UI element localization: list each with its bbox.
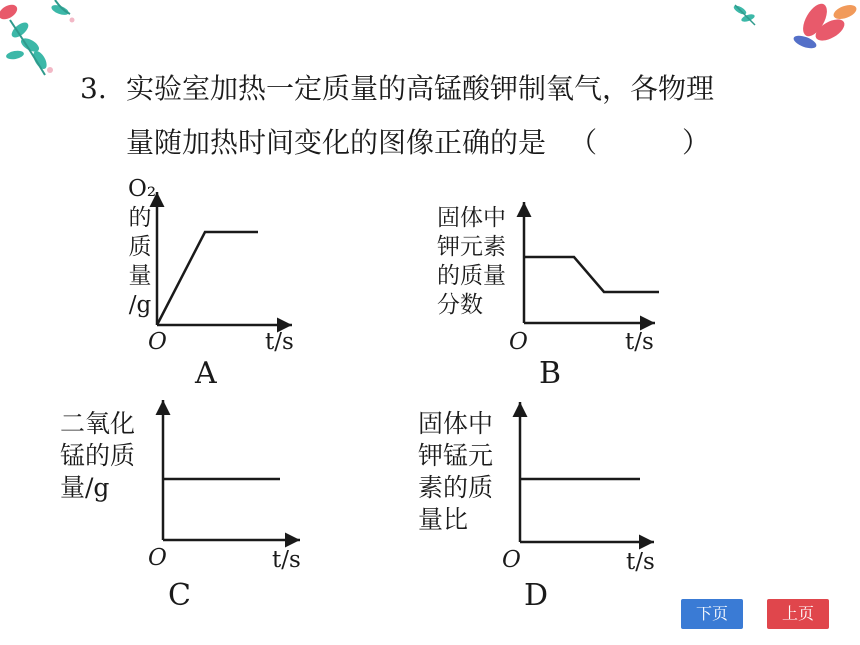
question-text <box>80 62 800 170</box>
question-line-1: 实验室加热一定质量的高锰酸钾制氧气，各物理 <box>126 72 715 105</box>
graph-a-ylabel <box>128 175 157 320</box>
graph-b-ylabel-line: 分数 <box>437 292 483 318</box>
graph-b-ylabel-line: 固体中 <box>437 205 506 231</box>
graph-c-ylabel-line: 锰的质 <box>60 441 136 470</box>
graph-a-ylabel-line: 质 <box>128 234 152 260</box>
option-letter-a: A <box>195 356 217 391</box>
graph-c-ylabel <box>60 408 135 504</box>
graph-c <box>60 398 320 618</box>
leaf-decoration-right <box>730 0 860 70</box>
graph-c-ylabel-line: 量/g <box>60 473 110 502</box>
graph-a-ylabel-line: /g <box>128 292 152 318</box>
graph-b-origin: O <box>509 329 528 355</box>
graph-d-xlabel: t/s <box>626 549 655 575</box>
graph-c-origin: O <box>148 545 167 571</box>
graph-a-ylabel-line: O₂ <box>128 176 157 202</box>
question-line-2: 量随加热时间变化的图像正确的是 <box>126 126 547 159</box>
graph-a-origin: O <box>148 329 167 355</box>
question-number: 3. <box>80 72 107 105</box>
graph-a <box>110 176 310 391</box>
next-page-button[interactable]: 下页 <box>681 599 743 629</box>
graph-b-xlabel: t/s <box>625 329 654 355</box>
graph-d-ylabel-line: 钾锰元 <box>418 441 494 470</box>
option-letter-b: B <box>539 356 562 391</box>
graph-c-xlabel: t/s <box>272 547 301 573</box>
graph-b <box>437 180 677 391</box>
graph-b-ylabel-line: 的质量 <box>437 263 506 289</box>
graph-a-ylabel-line: 的 <box>128 205 152 231</box>
option-letter-d: D <box>524 578 549 613</box>
graph-a-xlabel: t/s <box>265 329 294 355</box>
graph-d-ylabel-line: 素的质 <box>418 473 494 502</box>
graph-b-curve <box>524 257 659 292</box>
graph-a-ylabel-line: 量 <box>128 263 152 289</box>
answer-parentheses: （ ） <box>569 126 748 159</box>
graph-b-ylabel <box>437 204 506 320</box>
graph-b-ylabel-line: 钾元素 <box>437 234 506 260</box>
graph-d <box>418 398 678 618</box>
graph-c-ylabel-line: 二氧化 <box>60 409 136 438</box>
graph-d-ylabel-line: 量比 <box>418 505 469 534</box>
graph-d-ylabel <box>418 408 493 536</box>
graph-d-ylabel-line: 固体中 <box>418 409 494 438</box>
previous-page-button[interactable]: 上页 <box>767 599 829 629</box>
graph-d-origin: O <box>502 547 521 573</box>
graph-a-curve <box>157 232 258 325</box>
option-letter-c: C <box>168 578 191 613</box>
